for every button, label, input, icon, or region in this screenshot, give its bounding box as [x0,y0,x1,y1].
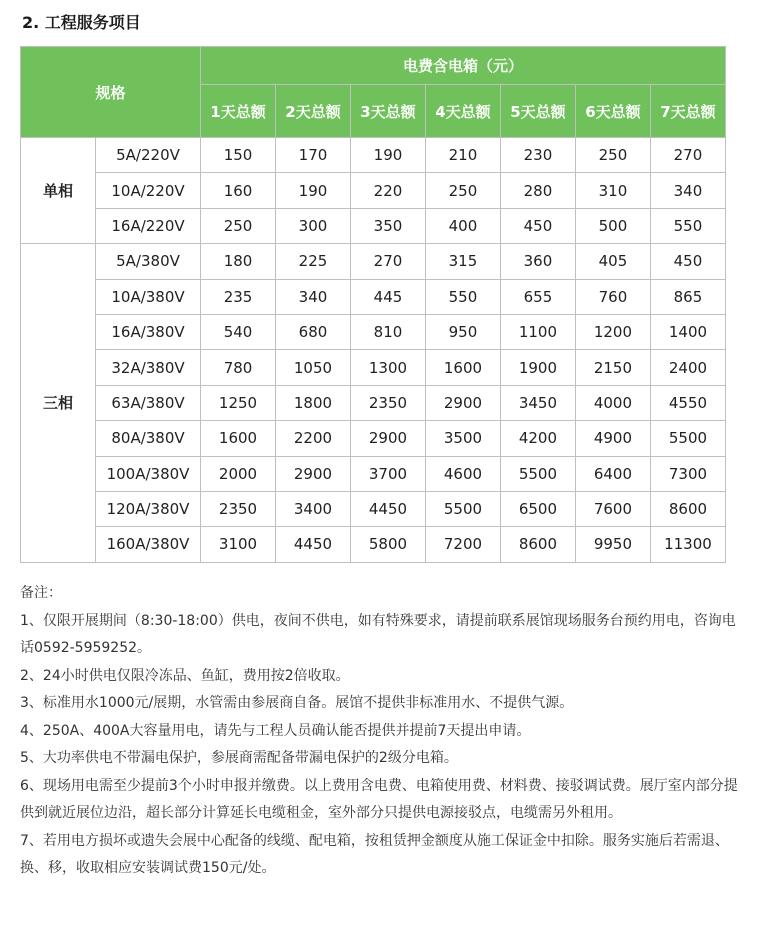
price-cell: 5500 [650,421,725,456]
spec-cell: 160A/380V [96,527,201,562]
price-cell: 6400 [575,456,650,491]
notes-title: 备注： [20,585,62,601]
note-item: 3、标准用水1000元/展期，水管需由参展商自备。展馆不提供非标准用水、不提供气源。 [20,695,574,711]
table-row [21,491,726,526]
price-cell: 400 [425,208,500,243]
price-cell: 810 [350,314,425,349]
price-cell: 1600 [201,421,276,456]
note-item: 4、250A、400A大容量用电，请先与工程人员确认能否提供并提前7天提出申请。 [20,722,531,739]
price-cell: 300 [276,208,351,243]
price-cell: 235 [201,279,276,314]
table-row [21,138,726,173]
price-cell: 4450 [276,527,351,562]
price-cell: 5800 [350,527,425,562]
price-cell: 1050 [276,350,351,385]
price-cell: 270 [350,244,425,279]
price-cell: 190 [276,173,351,208]
price-cell: 1100 [500,314,575,349]
spec-cell: 32A/380V [96,350,201,385]
price-cell: 170 [276,138,351,173]
section-heading: 2. 工程服务项目 [22,13,141,32]
price-cell: 2150 [575,350,650,385]
note-item: 1、仅限开展期间（8:30-18:00）供电，夜间不供电，如有特殊要求，请提前联系展馆现场服务台预约用电，咨询电话0592-5959252。 [20,612,736,656]
phase-group-label: 单相 [21,138,96,244]
price-cell: 760 [575,279,650,314]
table-row [21,279,726,314]
price-cell: 180 [201,244,276,279]
price-cell: 4000 [575,385,650,420]
price-cell: 1250 [201,385,276,420]
price-cell: 4550 [650,385,725,420]
price-cell: 5500 [500,456,575,491]
phase-group-label: 三相 [21,244,96,563]
price-cell: 865 [650,279,725,314]
price-cell: 3100 [201,527,276,562]
table-row [21,421,726,456]
fee-header: 电费含电箱（元） [201,47,726,85]
spec-cell: 80A/380V [96,421,201,456]
note-item: 6、现场用电需至少提前3个小时申报并缴费。以上费用含电费、电箱使用费、材料费、接驳调试费。展厅室内部分提供到就近展位边沿，超长部分计算延长电缆租金，室外部分只提供电源接驳点，电缆需另外租用。 [20,777,738,821]
price-cell: 7300 [650,456,725,491]
price-cell: 405 [575,244,650,279]
price-cell: 315 [425,244,500,279]
price-cell: 150 [201,138,276,173]
price-cell: 1900 [500,350,575,385]
price-cell: 780 [201,350,276,385]
price-cell: 1300 [350,350,425,385]
price-cell: 950 [425,314,500,349]
spec-cell: 5A/380V [96,244,201,279]
price-cell: 550 [650,208,725,243]
day-header: 7天总额 [650,85,725,138]
price-cell: 4200 [500,421,575,456]
table-row [21,314,726,349]
table-row [21,244,726,279]
spec-cell: 16A/380V [96,314,201,349]
price-cell: 270 [650,138,725,173]
note-item: 5、大功率供电不带漏电保护，参展商需配备带漏电保护的2级分电箱。 [20,750,458,766]
table-row [21,350,726,385]
table-row [21,456,726,491]
price-cell: 250 [575,138,650,173]
spec-cell: 120A/380V [96,491,201,526]
notes-section [20,580,740,883]
price-cell: 220 [350,173,425,208]
price-cell: 360 [500,244,575,279]
day-header: 3天总额 [350,85,425,138]
price-cell: 2400 [650,350,725,385]
price-cell: 250 [425,173,500,208]
price-cell: 655 [500,279,575,314]
note-item: 7、若用电方损坏或遗失会展中心配备的线缆、配电箱，按租赁押金额度从施工保证金中扣除。服务实施后若需退、换、移，收取相应安装调试费150元/处。 [20,832,729,876]
spec-cell: 16A/220V [96,208,201,243]
price-cell: 9950 [575,527,650,562]
table-row [21,208,726,243]
price-cell: 500 [575,208,650,243]
table-row [21,527,726,562]
price-cell: 7600 [575,491,650,526]
day-header: 4天总额 [425,85,500,138]
price-cell: 1200 [575,314,650,349]
price-cell: 445 [350,279,425,314]
price-cell: 11300 [650,527,725,562]
price-cell: 280 [500,173,575,208]
spec-header: 规格 [21,47,201,138]
price-cell: 2350 [201,491,276,526]
price-cell: 8600 [500,527,575,562]
table-row [21,173,726,208]
price-cell: 2000 [201,456,276,491]
price-cell: 4900 [575,421,650,456]
price-cell: 2200 [276,421,351,456]
price-cell: 250 [201,208,276,243]
spec-cell: 100A/380V [96,456,201,491]
day-header: 5天总额 [500,85,575,138]
note-item: 2、24小时供电仅限冷冻品、鱼缸，费用按2倍收取。 [20,667,350,684]
price-cell: 1800 [276,385,351,420]
price-cell: 5500 [425,491,500,526]
price-cell: 3700 [350,456,425,491]
price-cell: 2900 [425,385,500,420]
price-cell: 2350 [350,385,425,420]
notes-list [20,608,740,883]
table-row [21,385,726,420]
price-cell: 190 [350,138,425,173]
price-cell: 2900 [276,456,351,491]
price-cell: 310 [575,173,650,208]
price-cell: 1400 [650,314,725,349]
price-cell: 210 [425,138,500,173]
price-cell: 450 [650,244,725,279]
spec-cell: 63A/380V [96,385,201,420]
price-cell: 3500 [425,421,500,456]
price-cell: 340 [650,173,725,208]
price-cell: 3400 [276,491,351,526]
price-cell: 225 [276,244,351,279]
price-cell: 160 [201,173,276,208]
spec-cell: 10A/220V [96,173,201,208]
price-cell: 2900 [350,421,425,456]
price-cell: 3450 [500,385,575,420]
day-header: 6天总额 [575,85,650,138]
price-cell: 450 [500,208,575,243]
price-cell: 340 [276,279,351,314]
spec-cell: 5A/220V [96,138,201,173]
day-header: 2天总额 [276,85,351,138]
price-cell: 350 [350,208,425,243]
price-cell: 4450 [350,491,425,526]
power-price-table [20,46,726,563]
price-cell: 680 [276,314,351,349]
price-cell: 4600 [425,456,500,491]
price-cell: 7200 [425,527,500,562]
price-cell: 1600 [425,350,500,385]
day-header: 1天总额 [201,85,276,138]
price-cell: 230 [500,138,575,173]
price-cell: 6500 [500,491,575,526]
price-cell: 540 [201,314,276,349]
spec-cell: 10A/380V [96,279,201,314]
price-cell: 550 [425,279,500,314]
price-cell: 8600 [650,491,725,526]
